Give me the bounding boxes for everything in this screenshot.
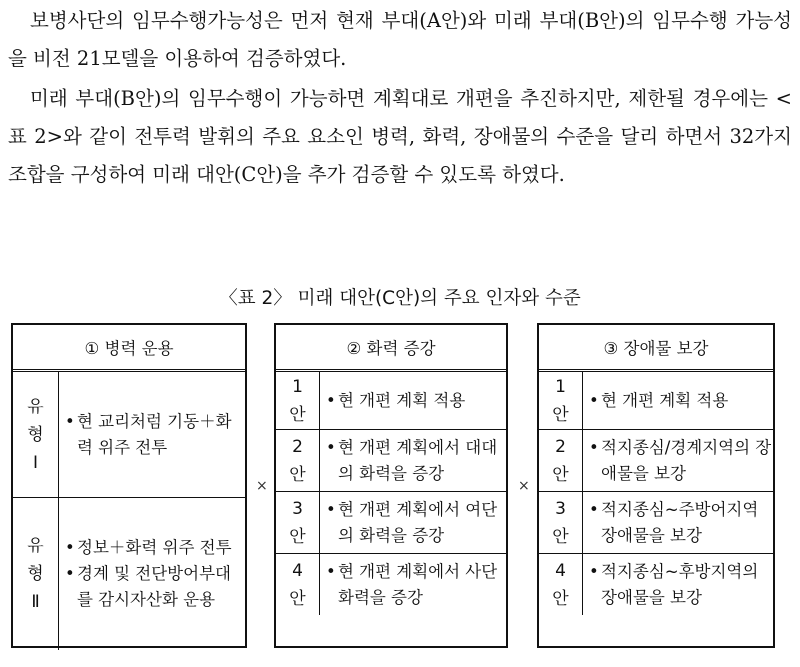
- row-label: 4 안: [539, 554, 583, 615]
- table-row: [276, 372, 506, 429]
- row-description: [583, 372, 773, 429]
- table-troop-operation: [11, 323, 247, 648]
- row-label: 1 안: [276, 372, 320, 429]
- row-label: 2 안: [539, 430, 583, 491]
- row-description: [320, 554, 506, 615]
- row-description: [59, 498, 245, 650]
- item-text: 적지종심/경계지역의 장애물을 보강: [601, 437, 772, 483]
- row-label: 2 안: [276, 430, 320, 491]
- list-item: [65, 535, 245, 561]
- row-description: [583, 430, 773, 491]
- table-row: [276, 429, 506, 491]
- paragraph-1: 보병사단의 임무수행가능성은 먼저 현재 부대(A안)와 미래 부대(B안)의 임무수행 가능성을 비전 21모델을 이용하여 검증하였다.: [8, 9, 792, 70]
- table-header: ③ 장애물 보강: [539, 325, 773, 372]
- table-row: [13, 497, 245, 650]
- table-header: ② 화력 증강: [276, 325, 506, 372]
- table-row: [539, 491, 773, 553]
- bullet-icon: •: [65, 564, 75, 583]
- item-text: 현 교리처럼 기동＋화력 위주 전투: [77, 411, 232, 457]
- row-label: 유 형 Ⅱ: [13, 498, 59, 650]
- table-obstacle-reinforcement: [537, 323, 775, 648]
- item-text: 현 개편 계획에서 여단의 화력을 증강: [338, 499, 498, 545]
- list-item: [589, 559, 773, 611]
- row-description: [59, 372, 245, 497]
- item-text: 적지종심~주방어지역 장애물을 보강: [601, 499, 759, 545]
- row-description: [583, 492, 773, 553]
- list-item: [326, 435, 506, 487]
- list-item: [589, 388, 773, 414]
- table-row: [539, 372, 773, 429]
- bullet-icon: •: [65, 411, 75, 431]
- bullet-icon: •: [326, 390, 336, 410]
- table-row: [539, 553, 773, 615]
- list-item: [326, 559, 506, 611]
- table-firepower-increase: [274, 323, 508, 648]
- row-description: [320, 492, 506, 553]
- item-text: 현 개편 계획 적용: [601, 390, 729, 410]
- table-row: [13, 372, 245, 497]
- item-text: 경계 및 전단방어부대를 감시자산화 운용: [77, 564, 231, 609]
- paragraph-2: 미래 부대(B안)의 임무수행이 가능하면 계획대로 개편을 추진하지만, 제한될 경우에는 <표 2>와 같이 전투력 발휘의 주요 요소인 병력, 화력, 장애물의 수준을 달리 하면서 32가지 조합을 구성하여 미래 대안(C안)을 추가 검증할 수 있도록 하였다.: [8, 87, 792, 186]
- list-item: [589, 497, 773, 549]
- list-item: [326, 497, 506, 549]
- row-description: [320, 372, 506, 429]
- item-text: 현 개편 계획에서 사단 화력을 증강: [338, 561, 498, 607]
- item-text: 적지종심~후방지역의 장애물을 보강: [601, 561, 759, 607]
- list-item: [65, 409, 245, 461]
- table-row: [276, 553, 506, 615]
- item-text: 정보＋화력 위주 전투: [77, 538, 232, 557]
- multiply-sign: ×: [256, 478, 268, 494]
- list-item: [326, 388, 506, 414]
- bullet-icon: •: [589, 499, 599, 519]
- list-item: [589, 435, 773, 487]
- bullet-icon: •: [326, 561, 336, 581]
- table-title: 〈표 2〉 미래 대안(C안)의 주요 인자와 수준: [219, 288, 581, 309]
- bullet-icon: •: [589, 561, 599, 581]
- row-label: 4 안: [276, 554, 320, 615]
- row-label: 3 안: [276, 492, 320, 553]
- bullet-icon: •: [65, 538, 75, 557]
- list-item: [65, 561, 245, 613]
- bullet-icon: •: [589, 390, 599, 410]
- item-text: 현 개편 계획 적용: [338, 390, 466, 410]
- row-description: [320, 430, 506, 491]
- item-text: 현 개편 계획에서 대대의 화력을 증강: [338, 437, 498, 483]
- table-row: [276, 491, 506, 553]
- row-label: 3 안: [539, 492, 583, 553]
- row-description: [583, 554, 773, 615]
- multiply-sign: ×: [518, 478, 530, 494]
- bullet-icon: •: [589, 437, 599, 457]
- bullet-icon: •: [326, 499, 336, 519]
- table-row: [539, 429, 773, 491]
- bullet-icon: •: [326, 437, 336, 457]
- row-label: 1 안: [539, 372, 583, 429]
- table-header: ① 병력 운용: [13, 325, 245, 372]
- row-label: 유 형 Ⅰ: [13, 372, 59, 497]
